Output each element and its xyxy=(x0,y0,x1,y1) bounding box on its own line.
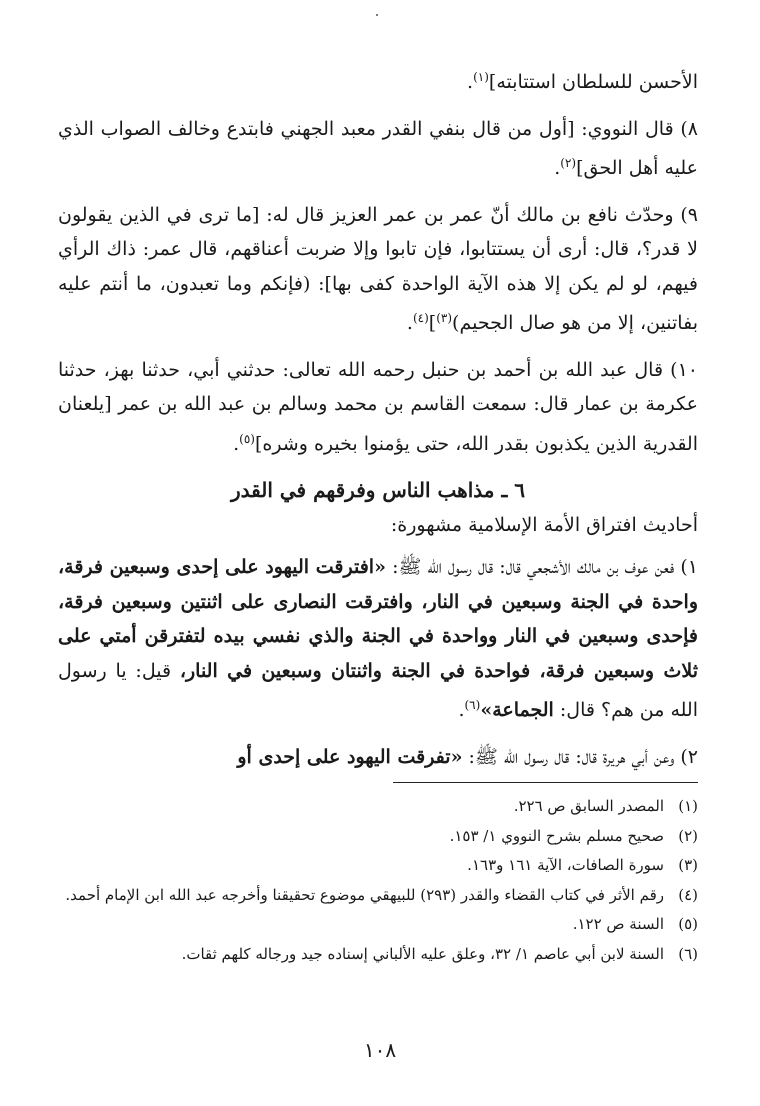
footnote-ref-2: (٢) xyxy=(560,156,577,170)
paragraph-0: الأحسن للسلطان استتابته]$^{(١)}$. xyxy=(467,70,698,93)
top-speck xyxy=(376,14,378,16)
footnote-item: (٦) السنة لابن أبي عاصم ١/ ٣٢، وعلق عليه الألباني إسناده جيد ورجاله كلهم ثقات. xyxy=(181,944,698,963)
footnote-item: (٢) صحيح مسلم بشرح النووي ١/ ١٥٣. xyxy=(449,826,698,845)
footnote-item: (٤) رقم الأثر في كتاب القضاء والقدر (٢٩٣) للبيهقي موضوع تحقيقنا وأخرجه عبد الله ابن الإمام أحمد. xyxy=(65,885,698,904)
main-text xyxy=(58,60,698,774)
section-heading: ٦ ـ مذاهب الناس وفرقهم في القدر xyxy=(230,478,526,502)
page-number: ١٠٨ xyxy=(363,1038,397,1062)
footnote-separator xyxy=(393,782,698,783)
footnote-ref-6: (٦) xyxy=(464,698,481,712)
footnote-ref-1: (١) xyxy=(473,70,489,84)
footnote-item: (١) المصدر السابق ص ٢٢٦. xyxy=(513,797,698,815)
hadith-2: ٢) وعن أبي هريرة قال: قال رسول الله ﷺ: «تفرقت اليهود على إحدى أو xyxy=(237,745,698,768)
paragraph-9: ٩) وحدّث نافع بن مالك أنّ عمر بن عمر العزيز قال له: [ما ترى في الذين يقولون لا قدر؟، قال: أرى أن يستتابوا، فإن تابوا وإلا ضربت أعناقهم، قال عمر: ذاك الرأي فيهم، لو لم يكن إلا هذه الآية الواحدة كفى بها]: (فإنكم وما تعبدون، ما أنتم عليه بفاتنين، إلا من هو صال الجحيم)$^{(٣)}$]$^{(٤)}$. xyxy=(58,203,698,334)
paragraph-8: ٨) قال النووي: [أول من قال بنفي القدر معبد الجهني فابتدع وخالف الصواب الذي عليه أهل الحق]$^{(٢)}$. xyxy=(58,117,698,179)
paragraph-10: ١٠) قال عبد الله بن أحمد بن حنبل رحمه الله تعالى: حدثني أبي، حدثنا بهز، حدثنا عكرمة بن عمار قال: سمعت القاسم بن محمد وسالم بن عبد الله بن عمر [يلعنان القدرية الذين يكذبون بقدر الله، حتى يؤمنوا بخيره وشره]$^{(٥)}$. xyxy=(58,358,698,455)
footnotes xyxy=(58,792,698,969)
footnote-item: (٣) سورة الصافات، الآية ١٦١ و١٦٣. xyxy=(467,856,698,874)
footnote-ref-3: (٣) xyxy=(436,311,453,325)
section-intro: أحاديث افتراق الأمة الإسلامية مشهورة: xyxy=(390,513,698,536)
footnote-ref-4: (٤) xyxy=(412,311,429,325)
hadith-1: ١) فعن عوف بن مالك الأشجعي قال: قال رسول الله ﷺ: «افترقت اليهود على إحدى وسبعين فرقة، واحدة في الجنة وسبعين في النار، وافترقت النصارى على اثنتين وسبعين فرقة، فإحدى وسبعين في النار وواحدة في الجنة والذي نفسي بيده لتفترقن أمتي على ثلاث وسبعين فرقة، فواحدة في الجنة واثنتان وسبعين في النار، قيل: يا رسول الله من هم؟ قال: الجماعة»$^{(٦)}$. xyxy=(58,556,699,721)
footnote-item: (٥) السنة ص ١٢٢. xyxy=(572,915,698,933)
footnote-ref-5: (٥) xyxy=(239,431,255,446)
